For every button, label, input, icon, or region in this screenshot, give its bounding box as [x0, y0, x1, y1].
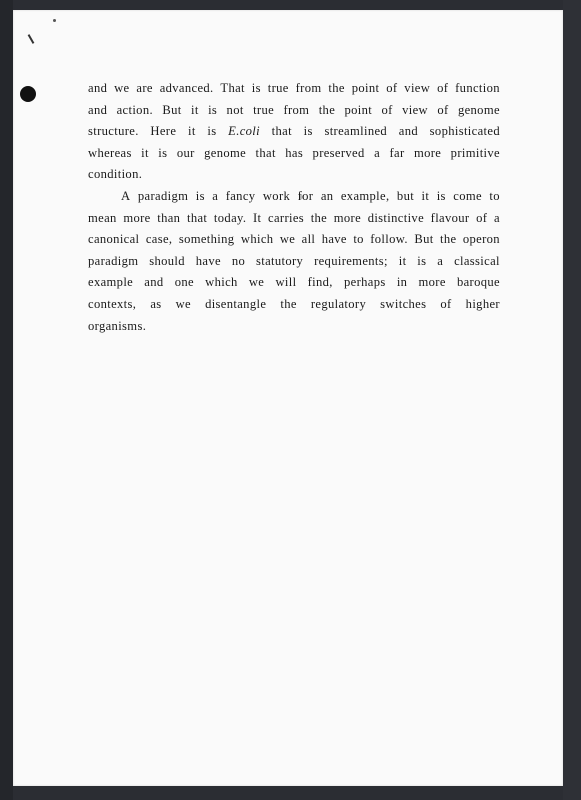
- word: we: [175, 296, 191, 311]
- word: and: [144, 275, 164, 290]
- word: flavour: [430, 210, 470, 225]
- word: It: [252, 210, 262, 225]
- word: the: [280, 296, 297, 311]
- word: from: [295, 81, 322, 95]
- word: a: [437, 253, 444, 268]
- text-line: [88, 78, 500, 100]
- word: that: [255, 145, 276, 160]
- word: not: [226, 102, 244, 117]
- word: the: [440, 232, 457, 247]
- word: all: [301, 232, 316, 247]
- word: genome: [457, 102, 500, 117]
- word: for: [297, 188, 314, 203]
- word: to: [353, 232, 364, 247]
- word: fancy: [225, 188, 256, 203]
- word: work: [262, 188, 291, 203]
- word: of: [381, 102, 393, 117]
- word: Here: [150, 124, 177, 139]
- word: as: [150, 296, 162, 311]
- word: something: [178, 232, 235, 247]
- word: that: [186, 210, 208, 225]
- word: find,: [307, 275, 333, 290]
- word: distinctive: [367, 210, 425, 225]
- word: streamlined: [324, 124, 388, 139]
- word: it: [190, 102, 199, 117]
- word: has: [285, 145, 304, 160]
- word: and: [88, 102, 108, 117]
- word: A: [121, 188, 131, 203]
- word: have: [195, 253, 221, 268]
- word: sophisticated: [429, 124, 500, 139]
- right-edge: [563, 0, 581, 800]
- word: canonical: [88, 232, 140, 247]
- word: case,: [145, 232, 173, 247]
- word: a: [374, 145, 381, 160]
- word: genome: [204, 145, 247, 160]
- word: far: [389, 145, 405, 160]
- word: it: [187, 124, 196, 139]
- punch-hole: [20, 86, 36, 102]
- word: view: [402, 102, 428, 117]
- word: the: [328, 81, 345, 95]
- word: the: [318, 102, 336, 117]
- word: is: [195, 188, 205, 203]
- word: which: [205, 275, 238, 290]
- word: from: [283, 102, 310, 117]
- word: which: [240, 232, 274, 247]
- text-line: [88, 272, 500, 294]
- word: we: [248, 275, 265, 290]
- word: one: [174, 275, 194, 290]
- word: structure.: [88, 124, 139, 139]
- text-line: [88, 229, 500, 251]
- text-line: [88, 251, 500, 273]
- word: But: [162, 102, 182, 117]
- word: is: [158, 145, 168, 160]
- word: follow.: [370, 232, 408, 247]
- word: operon: [462, 232, 500, 247]
- binding-edge: [0, 0, 13, 800]
- word: our: [176, 145, 195, 160]
- word: have: [321, 232, 347, 247]
- text-line: [88, 143, 500, 165]
- body-text: [88, 78, 500, 337]
- word: But: [414, 232, 434, 247]
- word: example,: [340, 188, 390, 203]
- text-line: [88, 208, 500, 230]
- word: example: [88, 275, 134, 290]
- word: is: [417, 253, 427, 268]
- word: whereas: [88, 145, 132, 160]
- word: statutory: [255, 253, 304, 268]
- word: a: [212, 188, 219, 203]
- text-line: [88, 100, 500, 122]
- word: today.: [213, 210, 247, 225]
- word: than: [157, 210, 181, 225]
- text-line: [88, 186, 500, 208]
- word: no: [231, 253, 246, 268]
- word: that: [271, 124, 292, 139]
- word: regulatory: [310, 296, 367, 311]
- word: it: [421, 188, 430, 203]
- word: organisms.: [88, 318, 147, 333]
- word: and: [88, 81, 108, 95]
- word: primitive: [450, 145, 500, 160]
- word: and: [398, 124, 418, 139]
- word: are: [136, 81, 153, 95]
- word: mean: [88, 210, 117, 225]
- word: contexts,: [88, 296, 137, 311]
- word: view: [404, 81, 431, 95]
- word: more: [418, 275, 446, 290]
- word: paradigm: [88, 253, 139, 268]
- word: switches: [380, 296, 427, 311]
- word: in: [396, 275, 408, 290]
- word: is: [436, 188, 446, 203]
- word: baroque: [456, 275, 500, 290]
- word: preserved: [312, 145, 365, 160]
- word: is: [251, 81, 261, 95]
- word: true: [253, 102, 275, 117]
- word: is: [208, 102, 218, 117]
- word: to: [489, 188, 500, 203]
- word: should: [149, 253, 185, 268]
- word: point: [351, 81, 380, 95]
- word: more: [413, 145, 442, 160]
- word: higher: [465, 296, 500, 311]
- word: we: [279, 232, 296, 247]
- text-line: [88, 121, 500, 143]
- word: action.: [116, 102, 153, 117]
- word: of: [476, 210, 488, 225]
- word: of: [440, 296, 452, 311]
- word: classical: [454, 253, 500, 268]
- word: more: [123, 210, 151, 225]
- word: of: [386, 81, 398, 95]
- word: E.coli: [228, 124, 260, 139]
- word: requirements;: [314, 253, 388, 268]
- word: we: [114, 81, 130, 95]
- word: carries: [268, 210, 305, 225]
- ink-dot: [53, 19, 56, 22]
- word: it: [398, 253, 407, 268]
- word: condition.: [88, 167, 143, 182]
- word: the: [310, 210, 328, 225]
- word: disentangle: [205, 296, 267, 311]
- word: of: [437, 102, 449, 117]
- word: advanced.: [159, 81, 214, 95]
- word: it: [141, 145, 149, 160]
- word: of: [437, 81, 449, 95]
- text-line: [88, 164, 500, 186]
- word: point: [344, 102, 373, 117]
- word: is: [207, 124, 217, 139]
- word: more: [333, 210, 362, 225]
- word: perhaps: [344, 275, 386, 290]
- word: function: [455, 81, 500, 95]
- word: a: [493, 210, 500, 225]
- word: That: [220, 81, 245, 95]
- word: paradigm: [137, 188, 189, 203]
- word: will: [275, 275, 297, 290]
- word: an: [320, 188, 334, 203]
- text-line: [88, 294, 500, 316]
- text-line: [88, 316, 500, 338]
- word: true: [267, 81, 289, 95]
- word: but: [396, 188, 415, 203]
- word: come: [453, 188, 482, 203]
- word: is: [303, 124, 313, 139]
